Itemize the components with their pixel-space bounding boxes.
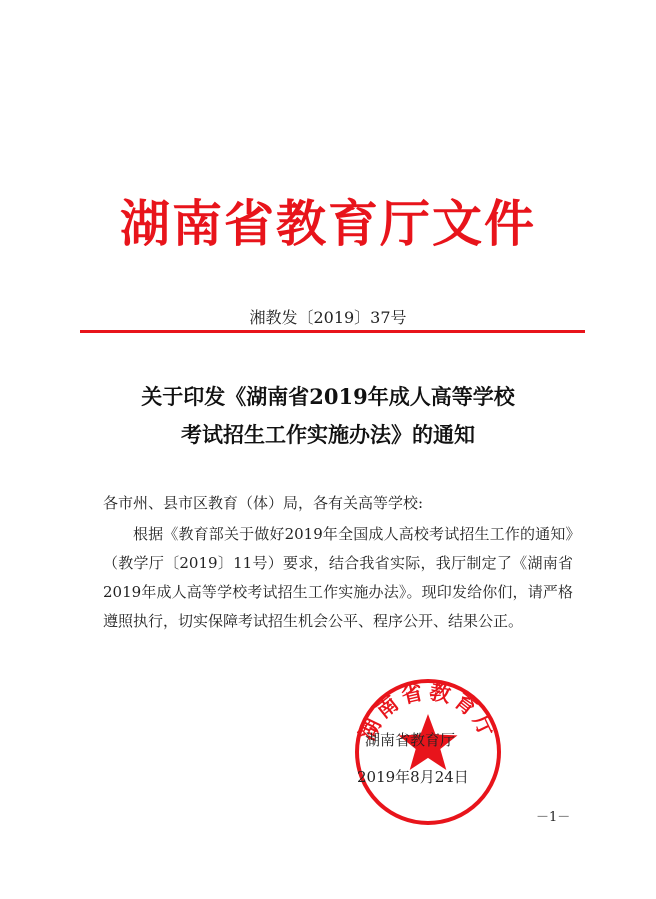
notice-title-line-2: 考试招生工作实施办法》的通知: [181, 422, 475, 447]
notice-title-line-1: 关于印发《湖南省2019年成人高等学校: [141, 384, 515, 409]
body-paragraph: 根据《教育部关于做好2019年全国成人高校考试招生工作的通知》（教学厅〔2019〕11号）要求，结合我省实际，我厅制定了《湖南省2019年成人高等学校考试招生工作实施办法》。现印发给你们，请严格遵照执行，切实保障考试招生机会公平、程序公开、结果公正。: [103, 525, 573, 630]
official-seal: [352, 676, 504, 828]
issuer-name: 湖南省教育厅: [365, 731, 456, 749]
masthead-title: 湖南省教育厅文件: [120, 195, 536, 253]
seal-text: 湖南省教育厅: [355, 679, 501, 745]
issue-date: 2019年8月24日: [357, 768, 469, 786]
notice-title: [0, 378, 656, 454]
red-divider-line: [80, 330, 585, 333]
document-number: 湘教发〔2019〕37号: [249, 308, 407, 327]
page-number: －1－: [536, 810, 571, 825]
salutation: 各市州、县市区教育（体）局，各有关高等学校:: [103, 494, 424, 512]
